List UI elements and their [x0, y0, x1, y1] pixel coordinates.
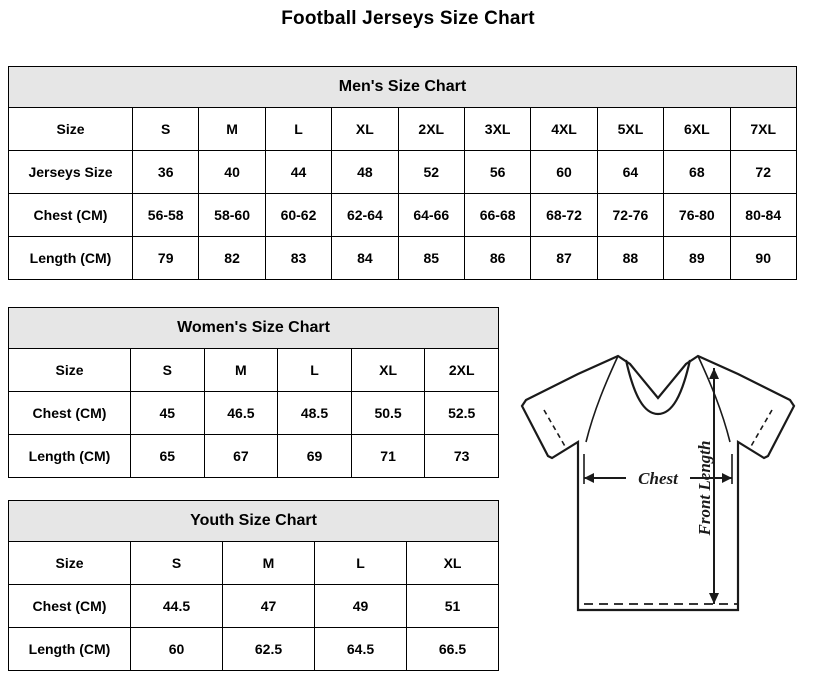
table-cell: 66-68 [464, 194, 530, 237]
table-row [9, 392, 499, 435]
table-cell: 64.5 [315, 628, 407, 671]
table-cell: 2XL [425, 349, 499, 392]
table-row [9, 237, 797, 280]
row-label: Length (CM) [9, 237, 133, 280]
table-cell: 68 [664, 151, 730, 194]
table-cell: 46.5 [204, 392, 278, 435]
row-label: Size [9, 108, 133, 151]
table-row [9, 542, 499, 585]
table-cell: 79 [133, 237, 199, 280]
table-cell: 69 [278, 435, 352, 478]
table-cell: 52.5 [425, 392, 499, 435]
table-cell: 40 [199, 151, 265, 194]
table-cell: XL [332, 108, 398, 151]
womens-size-chart [8, 307, 498, 478]
table-cell: M [199, 108, 265, 151]
table-cell: 52 [398, 151, 464, 194]
table-cell: 64 [597, 151, 663, 194]
table-cell: 60 [131, 628, 223, 671]
table-cell: 76-80 [664, 194, 730, 237]
table-cell: 72-76 [597, 194, 663, 237]
length-arrowhead-top [709, 368, 719, 379]
table-cell: 56-58 [133, 194, 199, 237]
table-cell: 7XL [730, 108, 796, 151]
table-cell: 80-84 [730, 194, 796, 237]
table-cell: L [278, 349, 352, 392]
table-row [9, 628, 499, 671]
left-sleeve-hem [544, 410, 566, 448]
table-cell: 48 [332, 151, 398, 194]
table-cell: 44.5 [131, 585, 223, 628]
table-cell: 56 [464, 151, 530, 194]
row-label: Size [9, 349, 131, 392]
table-cell: 3XL [464, 108, 530, 151]
table-cell: 84 [332, 237, 398, 280]
chest-arrowhead-right [722, 473, 732, 483]
table-cell: 45 [131, 392, 205, 435]
page-title: Football Jerseys Size Chart [281, 8, 535, 29]
row-label: Length (CM) [9, 628, 131, 671]
row-label: Chest (CM) [9, 194, 133, 237]
table-cell: 85 [398, 237, 464, 280]
front-length-label: Front Length [695, 440, 714, 536]
table-cell: 72 [730, 151, 796, 194]
chest-label: Chest [638, 469, 678, 488]
table-cell: 87 [531, 237, 597, 280]
table-cell: 71 [351, 435, 425, 478]
length-arrowhead-bottom [709, 593, 719, 604]
table-row [9, 585, 499, 628]
mens-caption: Men's Size Chart [9, 67, 797, 108]
table-cell: 6XL [664, 108, 730, 151]
row-label: Chest (CM) [9, 392, 131, 435]
table-cell: 44 [265, 151, 331, 194]
table-cell: 51 [407, 585, 499, 628]
table-cell: 86 [464, 237, 530, 280]
table-row [9, 194, 797, 237]
table-cell: 67 [204, 435, 278, 478]
row-label: Size [9, 542, 131, 585]
table-caption-row [9, 67, 797, 108]
collar-path [626, 360, 690, 414]
youth-caption: Youth Size Chart [9, 501, 499, 542]
right-sleeve-hem [750, 410, 772, 448]
table-cell: 36 [133, 151, 199, 194]
table-row [9, 435, 499, 478]
table-cell: 62-64 [332, 194, 398, 237]
womens-caption: Women's Size Chart [9, 308, 499, 349]
table-cell: 60-62 [265, 194, 331, 237]
jersey-outline-icon [508, 338, 808, 658]
row-label: Chest (CM) [9, 585, 131, 628]
table-cell: 64-66 [398, 194, 464, 237]
youth-size-table [8, 500, 499, 671]
table-cell: 73 [425, 435, 499, 478]
jersey-measurement-diagram [508, 338, 808, 658]
table-cell: 50.5 [351, 392, 425, 435]
table-cell: 2XL [398, 108, 464, 151]
table-cell: 47 [223, 585, 315, 628]
table-cell: M [223, 542, 315, 585]
mens-size-chart [8, 66, 796, 280]
table-cell: 62.5 [223, 628, 315, 671]
table-caption-row [9, 501, 499, 542]
table-cell: 82 [199, 237, 265, 280]
youth-size-chart [8, 500, 498, 671]
table-cell: 88 [597, 237, 663, 280]
table-cell: S [131, 542, 223, 585]
table-cell: 5XL [597, 108, 663, 151]
table-caption-row [9, 308, 499, 349]
womens-size-table [8, 307, 499, 478]
table-cell: 48.5 [278, 392, 352, 435]
table-cell: 66.5 [407, 628, 499, 671]
table-cell: M [204, 349, 278, 392]
table-cell: L [265, 108, 331, 151]
table-cell: XL [407, 542, 499, 585]
row-label: Jerseys Size [9, 151, 133, 194]
table-cell: 49 [315, 585, 407, 628]
table-cell: 60 [531, 151, 597, 194]
table-cell: 90 [730, 237, 796, 280]
table-cell: 65 [131, 435, 205, 478]
table-cell: 68-72 [531, 194, 597, 237]
mens-size-table [8, 66, 797, 280]
table-cell: S [133, 108, 199, 151]
row-label: Length (CM) [9, 435, 131, 478]
table-cell: 89 [664, 237, 730, 280]
table-cell: 4XL [531, 108, 597, 151]
table-cell: L [315, 542, 407, 585]
table-cell: S [131, 349, 205, 392]
table-row [9, 108, 797, 151]
table-row [9, 151, 797, 194]
chest-arrowhead-left [584, 473, 594, 483]
table-cell: 58-60 [199, 194, 265, 237]
table-row [9, 349, 499, 392]
table-cell: XL [351, 349, 425, 392]
table-cell: 83 [265, 237, 331, 280]
